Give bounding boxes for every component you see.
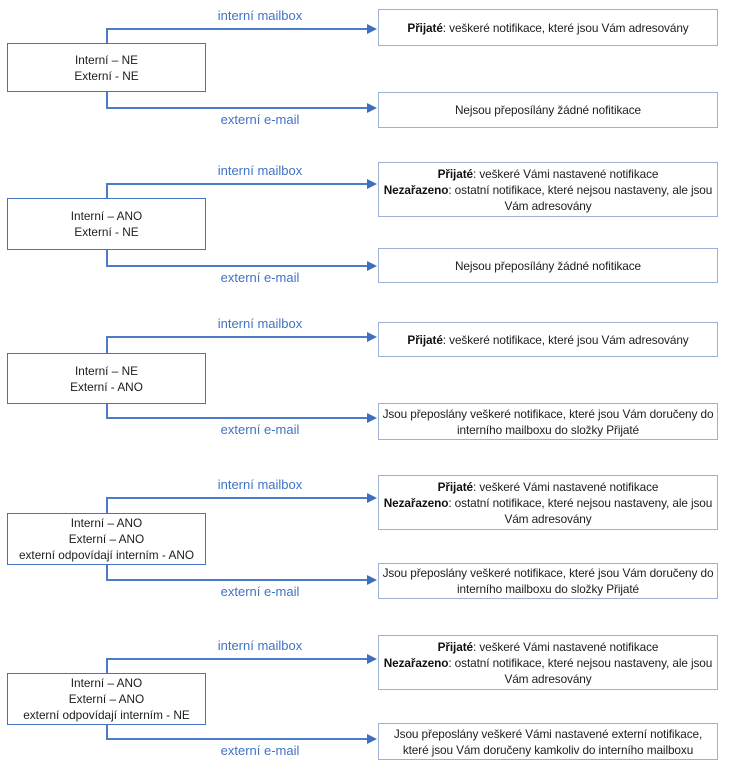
external-email-arrow-label: externí e-mail xyxy=(220,422,300,437)
condition-line: Externí - ANO xyxy=(70,379,143,394)
result-line: Nezařazeno: ostatní notifikace, které nejsou nastaveny, ale jsou Vám adresovány xyxy=(383,495,713,526)
arrow-right-icon xyxy=(367,24,377,34)
connector-line-external xyxy=(106,107,367,109)
external-email-result-box xyxy=(378,248,718,283)
internal-mailbox-result-box xyxy=(378,635,718,690)
result-line: Nezařazeno: ostatní notifikace, které nejsou nastaveny, ale jsou Vám adresovány xyxy=(383,182,713,213)
external-email-result-box xyxy=(378,403,718,440)
rule-group-5 xyxy=(0,620,748,777)
result-line: Přijaté: veškeré Vámi nastavené notifikace xyxy=(437,639,659,654)
condition-line: externí odpovídají interním - NE xyxy=(23,708,190,722)
external-email-arrow-label: externí e-mail xyxy=(220,270,300,285)
condition-line: Interní – ANO xyxy=(70,676,143,690)
internal-mailbox-result-box xyxy=(378,322,718,357)
connector-line-external xyxy=(106,265,367,267)
rule-group-1 xyxy=(0,0,748,150)
external-email-arrow-label: externí e-mail xyxy=(220,743,300,758)
connector-line-internal xyxy=(106,658,367,660)
connector-line-external xyxy=(106,417,367,419)
connector-line-internal xyxy=(106,28,367,30)
external-email-arrow-label: externí e-mail xyxy=(220,584,300,599)
internal-mailbox-arrow-label: interní mailbox xyxy=(217,638,303,653)
connector-line-internal xyxy=(106,497,367,499)
internal-mailbox-result-box xyxy=(378,475,718,530)
condition-box xyxy=(7,353,206,404)
result-line: Jsou přeposlány veškeré notifikace, které jsou Vám doručeny do interního mailboxu do složky Přijaté xyxy=(382,566,714,596)
condition-line: Interní – NE xyxy=(75,363,138,378)
internal-mailbox-result-box xyxy=(378,9,718,46)
result-line: Přijaté: veškeré Vámi nastavené notifikace xyxy=(437,166,659,181)
arrow-right-icon xyxy=(367,332,377,342)
external-email-result-box xyxy=(378,92,718,128)
condition-line: Externí – ANO xyxy=(68,692,145,706)
arrow-right-icon xyxy=(367,179,377,189)
internal-mailbox-arrow-label: interní mailbox xyxy=(217,316,303,331)
rule-group-3 xyxy=(0,310,748,465)
condition-line: Externí - NE xyxy=(74,225,139,239)
connector-line-external xyxy=(106,738,367,740)
result-line: Jsou přeposlány veškeré Vámi nastavené externí notifikace, které jsou Vám doručeny kamkoliv do interního mailboxu xyxy=(393,726,703,757)
condition-line: Interní – NE xyxy=(75,52,138,67)
external-email-result-box xyxy=(378,563,718,599)
condition-line: Externí – ANO xyxy=(68,532,145,546)
condition-line: externí odpovídají interním - ANO xyxy=(18,548,195,562)
external-email-arrow-label: externí e-mail xyxy=(220,112,300,127)
connector-line-internal xyxy=(106,183,367,185)
result-line: Nezařazeno: ostatní notifikace, které nejsou nastaveny, ale jsou Vám adresovány xyxy=(383,655,713,686)
condition-line: Interní – ANO xyxy=(70,209,143,223)
arrow-right-icon xyxy=(367,493,377,503)
result-line: Přijaté: veškeré notifikace, které jsou Vám adresovány xyxy=(407,332,689,347)
result-line: Nejsou přeposílány žádné nofitikace xyxy=(454,258,642,273)
connector-line-external xyxy=(106,579,367,581)
result-line: Nejsou přeposílány žádné nofitikace xyxy=(454,103,642,117)
external-email-result-box xyxy=(378,723,718,760)
internal-mailbox-arrow-label: interní mailbox xyxy=(217,477,303,492)
condition-box xyxy=(7,198,206,250)
condition-line: Externí - NE xyxy=(74,68,139,83)
condition-box xyxy=(7,43,206,92)
arrow-right-icon xyxy=(367,654,377,664)
condition-line: Interní – ANO xyxy=(70,516,143,530)
result-line: Přijaté: veškeré notifikace, které jsou Vám adresovány xyxy=(407,20,689,35)
condition-box xyxy=(7,673,206,725)
internal-mailbox-arrow-label: interní mailbox xyxy=(217,163,303,178)
internal-mailbox-result-box xyxy=(378,162,718,217)
result-line: Jsou přeposlány veškeré notifikace, které jsou Vám doručeny do interního mailboxu do složky Přijaté xyxy=(382,406,714,437)
internal-mailbox-arrow-label: interní mailbox xyxy=(217,8,303,23)
connector-line-internal xyxy=(106,336,367,338)
condition-box xyxy=(7,513,206,565)
rule-group-2 xyxy=(0,150,748,310)
rule-group-4 xyxy=(0,465,748,620)
result-line: Přijaté: veškeré Vámi nastavené notifikace xyxy=(437,479,659,494)
